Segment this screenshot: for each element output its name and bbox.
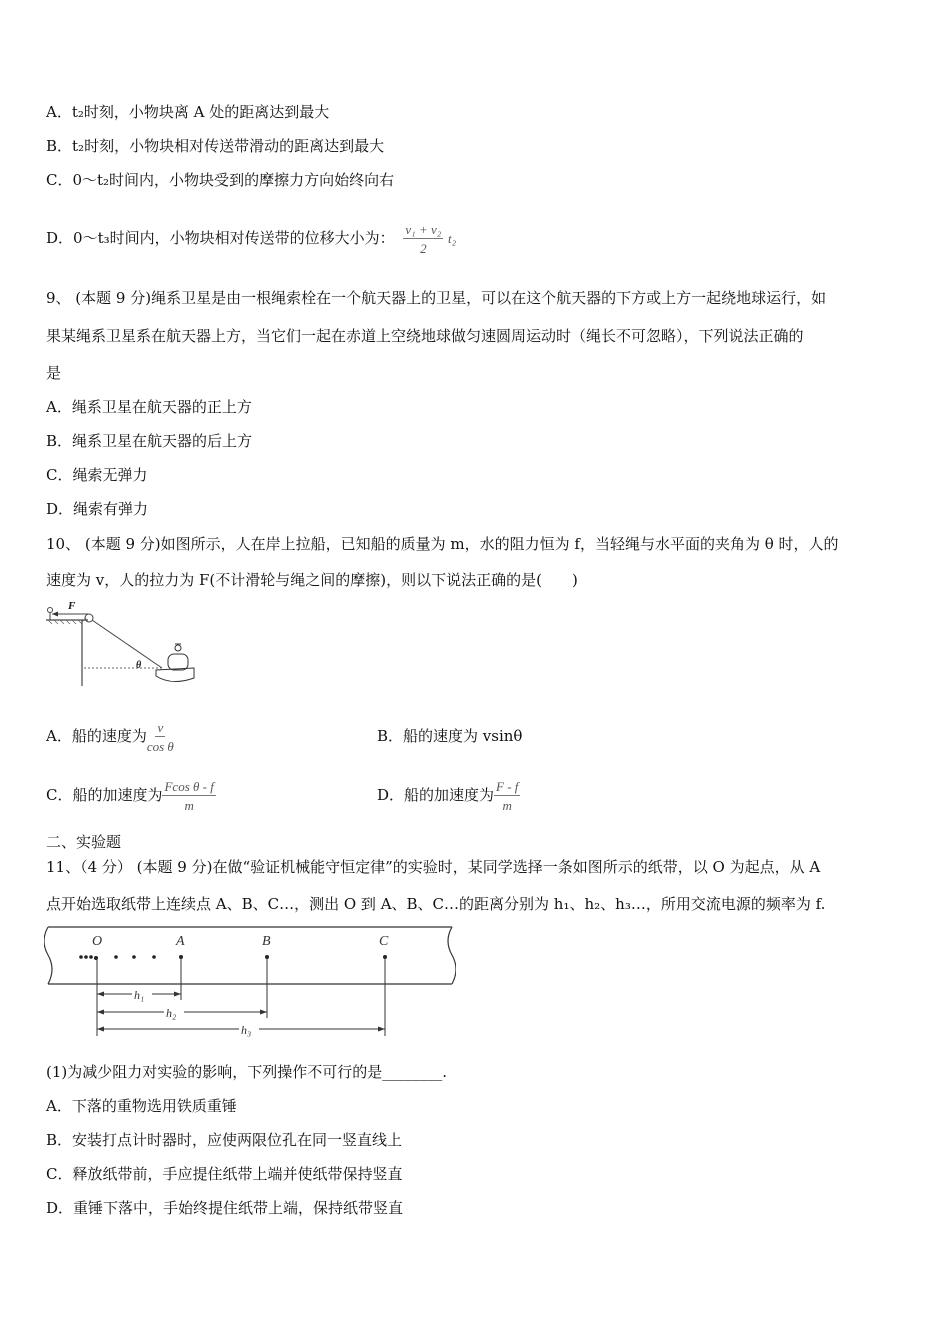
q11-option-d: D．重锤下落中，手始终提住纸带上端，保持纸带竖直: [46, 1199, 404, 1217]
q9-stem-line-3: 是: [46, 364, 62, 382]
fraction-denominator: m: [184, 798, 194, 813]
fraction-denominator: cos θ: [146, 739, 174, 754]
q10-option-a: [46, 716, 174, 756]
fraction-denominator: 2: [420, 241, 427, 256]
point-b-label: B: [262, 934, 271, 949]
q8-option-c: C．0～t₂时间内，小物块受到的摩擦力方向始终向右: [46, 171, 395, 189]
q11-subquestion-1: (1)为减少阻力对实验的影响，下列操作不可行的是________.: [46, 1063, 448, 1081]
q10-option-d-fraction: [494, 779, 520, 813]
point-a-label: A: [176, 934, 185, 949]
fraction-numerator: F - f: [496, 779, 519, 794]
fraction-numerator: v: [157, 720, 164, 735]
q10-option-c-text: C．船的加速度为: [46, 786, 163, 804]
q10-stem-line-2: 速度为 v，人的拉力为 F(不计滑轮与绳之间的摩擦)，则以下说法正确的是( ): [46, 571, 578, 589]
q8-option-a: A．t₂时刻，小物块离 A 处的距离达到最大: [46, 103, 330, 121]
h3-label: h₃: [241, 1023, 252, 1037]
force-label: F: [68, 600, 76, 612]
paper-tape-figure: [44, 924, 456, 1042]
q9-stem-line-2: 果某绳系卫星系在航天器上方，当它们一起在赤道上空绕地球做匀速圆周运动时（绳长不可忽略），下列说法正确的: [46, 327, 804, 345]
fraction-denominator: m: [502, 798, 512, 813]
h2-label: h₂: [166, 1006, 177, 1020]
q11-option-a: A．下落的重物选用铁质重锤: [46, 1097, 237, 1115]
q8-option-b: B．t₂时刻，小物块相对传送带滑动的距离达到最大: [46, 137, 385, 155]
q8-option-d-text: D．0～t₃时间内，小物块相对传送带的位移大小为：: [46, 229, 395, 247]
q8-option-d: [46, 218, 456, 259]
q11-option-b: B．安装打点计时器时，应使两限位孔在同一竖直线上: [46, 1131, 403, 1149]
q10-option-c: [46, 775, 216, 815]
q11-stem-line-2: 点开始选取纸带上连续点 A、B、C…，测出 O 到 A、B、C…的距离分别为 h₁、h₂、h₃…，所用交流电源的频率为 f.: [46, 895, 826, 913]
q10-option-a-text: A．船的速度为: [46, 727, 147, 745]
q9-option-a: A．绳系卫星在航天器的正上方: [46, 398, 252, 416]
q10-option-d-text: D．船的加速度为: [377, 786, 495, 804]
point-c-label: C: [379, 934, 389, 949]
q8-option-d-fraction: [403, 222, 443, 256]
q9-option-c: C．绳索无弹力: [46, 466, 148, 484]
q11-stem-line-1: 11、（4 分） (本题 9 分)在做“验证机械能守恒定律”的实验时，某同学选择一条如图所示的纸带，以 O 为起点，从 A: [46, 858, 821, 876]
q10-stem-line-1: 10、 (本题 9 分)如图所示，人在岸上拉船，已知船的质量为 m，水的阻力恒为 f，当轻绳与水平面的夹角为 θ 时，人的: [46, 535, 839, 553]
q10-option-b: B．船的速度为 vsinθ: [377, 727, 523, 745]
section-heading: 二、实验题: [46, 833, 122, 851]
q10-option-d: [377, 775, 520, 815]
fraction-numerator: v₁ + v₂: [405, 222, 442, 237]
h1-label: h₁: [134, 988, 145, 1002]
point-o-label: O: [92, 934, 103, 949]
q9-stem-line-1: 9、 (本题 9 分)绳系卫星是由一根绳索栓在一个航天器上的卫星，可以在这个航天器的下方或上方一起绕地球运行，如: [46, 289, 827, 307]
q10-option-a-fraction: [147, 720, 174, 754]
fraction-numerator: Fcos θ - f: [164, 779, 214, 794]
q9-option-d: D．绳索有弹力: [46, 500, 149, 518]
q11-option-c: C．释放纸带前，手应提住纸带上端并使纸带保持竖直: [46, 1165, 403, 1183]
angle-label: θ: [136, 660, 142, 671]
q10-option-c-fraction: [162, 779, 215, 813]
q9-option-b: B．绳系卫星在航天器的后上方: [46, 432, 253, 450]
q8-option-d-time: t₂: [448, 231, 457, 246]
boat-pulling-figure: [44, 598, 204, 690]
